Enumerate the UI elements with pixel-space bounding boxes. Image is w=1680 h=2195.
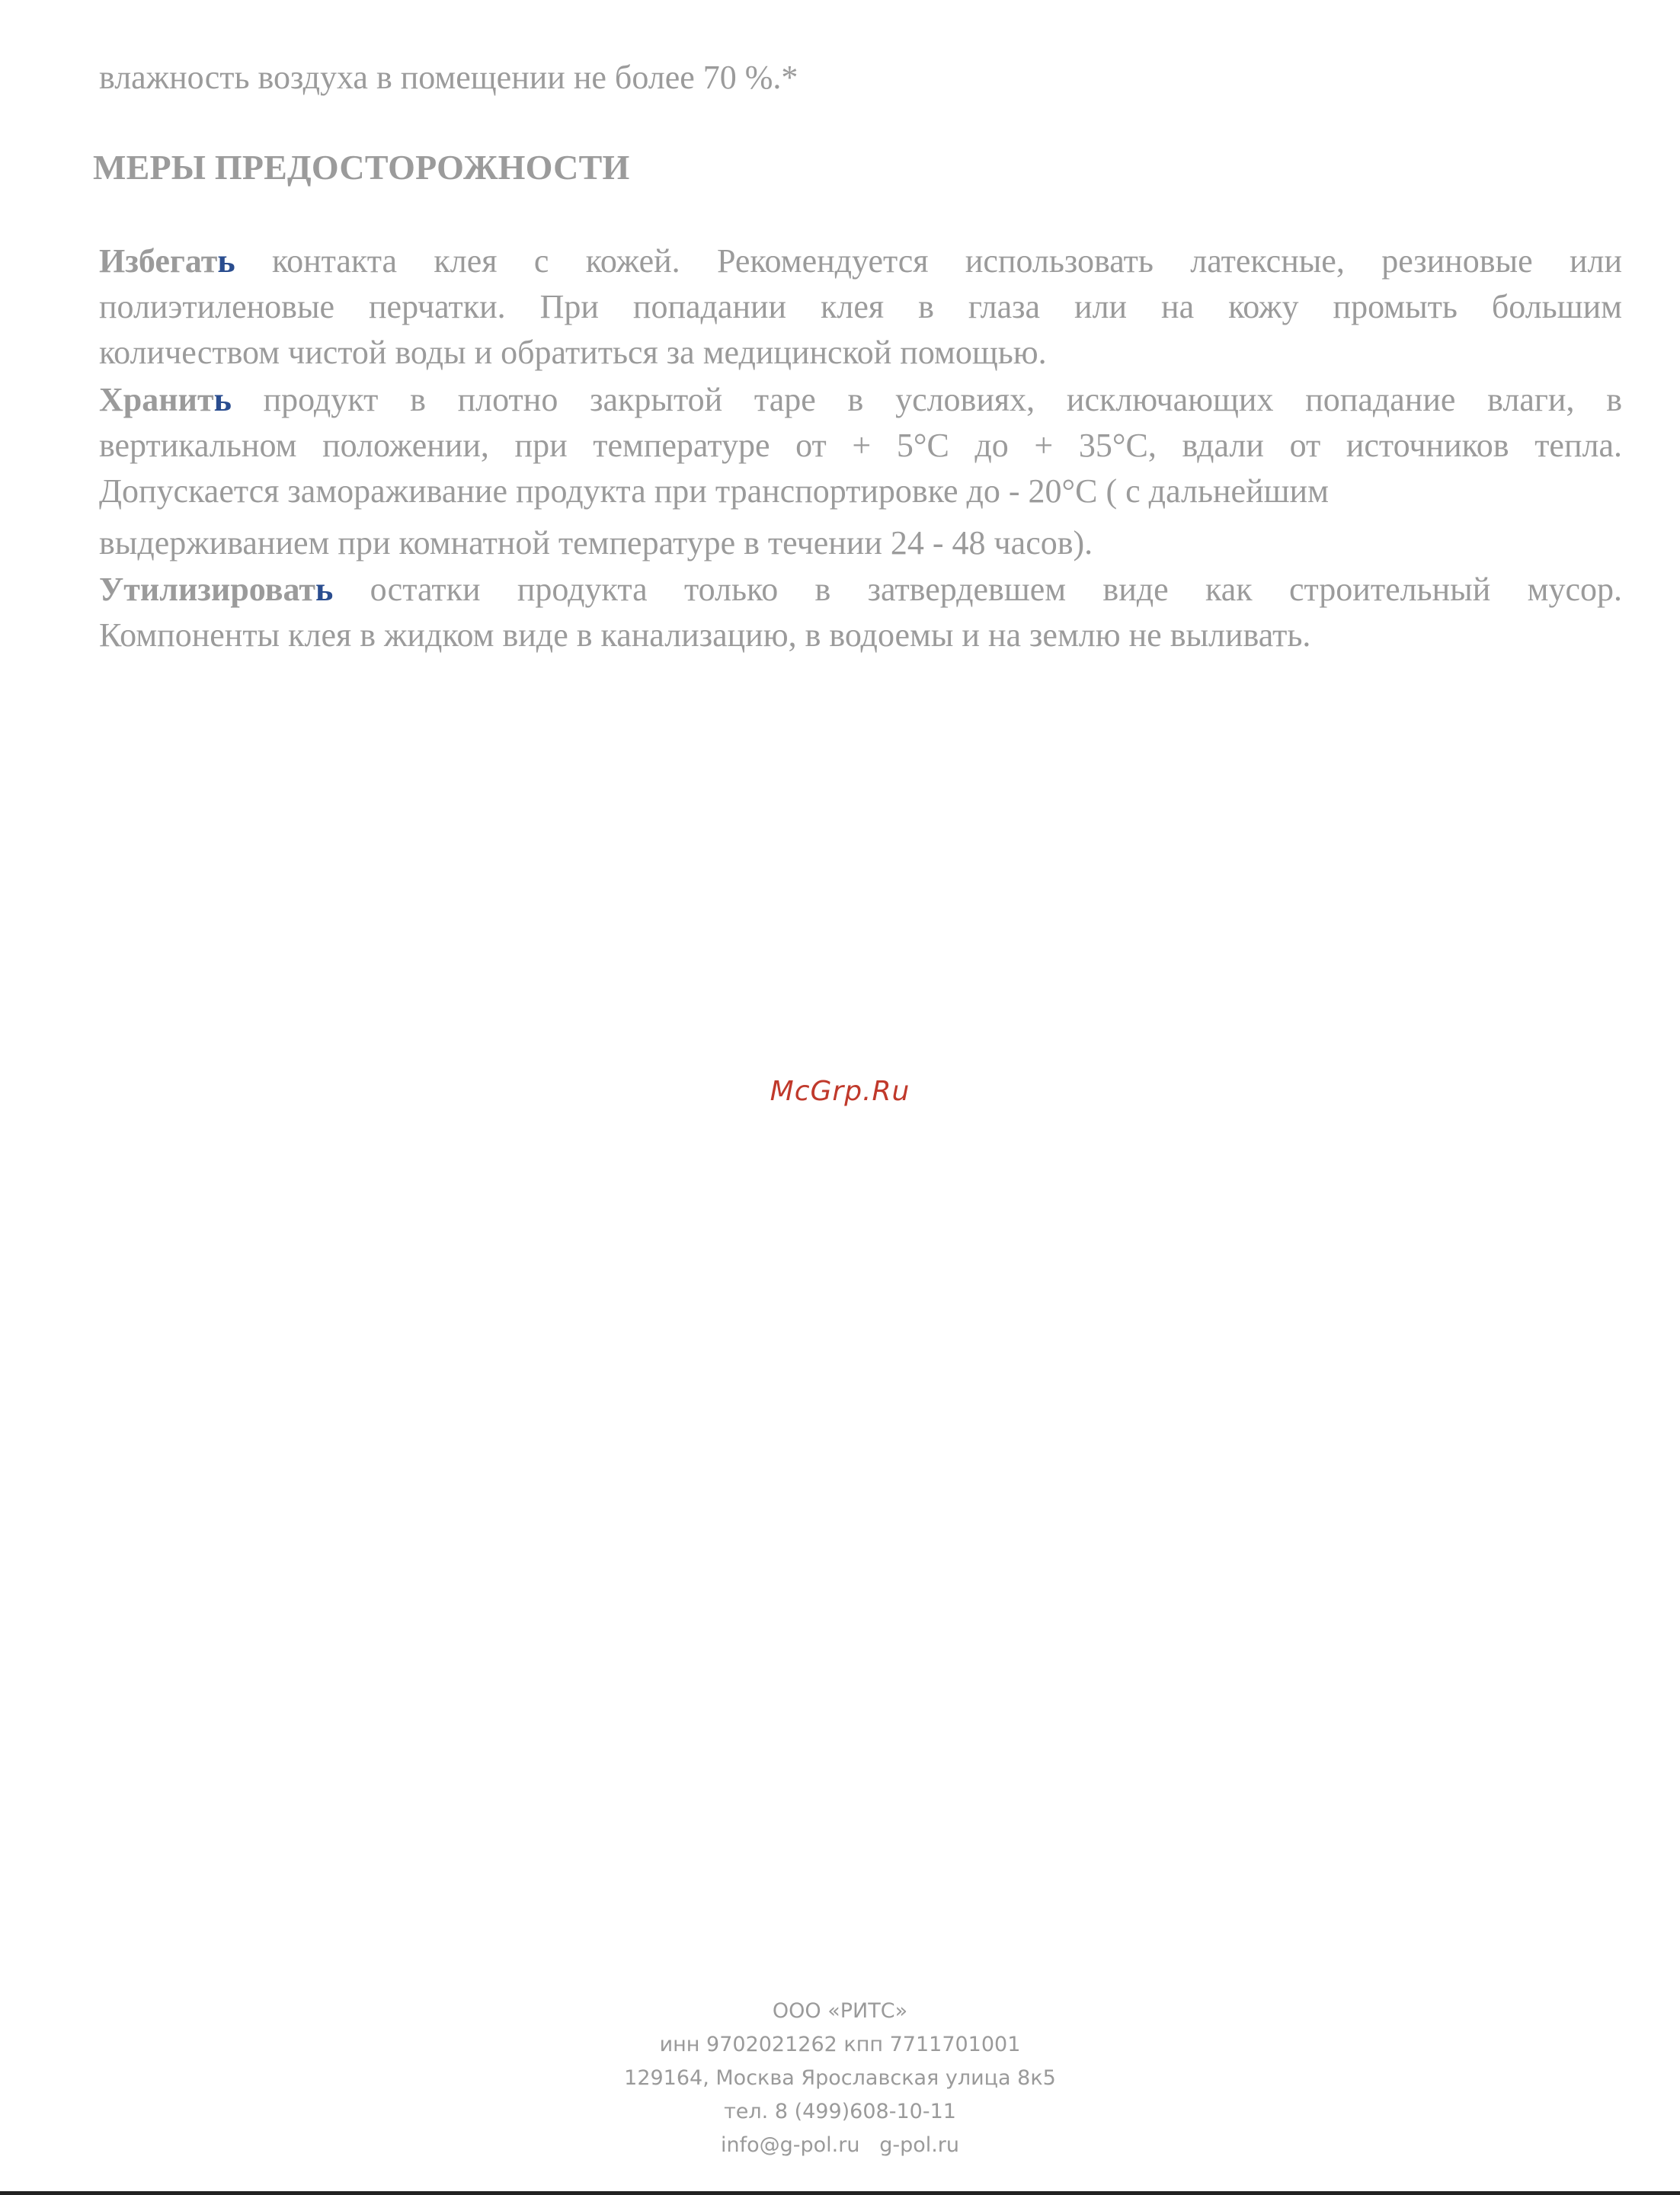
paragraph-store-text-1: продукт в плотно закрытой таре в условиях, исключающих попадание влаги, в: [231, 381, 1622, 418]
paragraph-avoid-line-3: количеством чистой воды и обратиться за медицинской помощью.: [99, 334, 1047, 371]
paragraph-dispose-text-1: остатки продукта только в затвердевшем виде как строительный мусор.: [333, 571, 1622, 608]
paragraph-avoid-line-2: полиэтиленовые перчатки. При попадании клея в глаза или на кожу промыть большим: [99, 288, 1622, 325]
company-footer: [0, 1995, 1680, 2162]
keyword-dispose-suffix: ь: [315, 571, 334, 608]
footer-tax-ids: инн 9702021262 кпп 7711701001: [659, 2033, 1021, 2056]
watermark-text: McGrp.Ru: [770, 1076, 910, 1107]
paragraph-avoid-text-1: контакта клея с кожей. Рекомендуется использовать латексные, резиновые или: [235, 242, 1622, 280]
paragraph-avoid: [99, 238, 1622, 376]
paragraph-avoid-line-1: [99, 238, 1622, 284]
keyword-store-suffix: ь: [213, 381, 232, 418]
footer-website[interactable]: g-pol.ru: [879, 2133, 960, 2157]
keyword-avoid: Избегат: [99, 242, 218, 280]
keyword-dispose: Утилизироват: [99, 571, 315, 608]
keyword-store: Хранит: [99, 381, 214, 418]
footer-company-name: ООО «РИТС»: [772, 1999, 908, 2023]
paragraph-store-line-4: выдерживанием при комнатной температуре в течении 24 - 48 часов).: [99, 524, 1093, 562]
paragraph-store-line-3: Допускается замораживание продукта при транспортировке до - 20°С ( с дальнейшим: [99, 472, 1329, 510]
footer-email[interactable]: info@g-pol.ru: [720, 2133, 860, 2157]
bottom-divider: [0, 2191, 1680, 2195]
paragraph-dispose: [99, 567, 1622, 658]
footer-contacts: [0, 2129, 1680, 2162]
paragraph-dispose-line-2: Компоненты клея в жидком виде в канализацию, в водоемы и на землю не выливать.: [99, 616, 1311, 654]
keyword-avoid-suffix: ь: [217, 242, 235, 280]
section-heading: МЕРЫ ПРЕДОСТОРОЖНОСТИ: [93, 148, 630, 187]
paragraph-store-line-1: [99, 377, 1622, 423]
paragraph-store-line-2: вертикальном положении, при температуре от + 5°С до + 35°С, вдали от источников тепла.: [99, 427, 1622, 464]
footer-phone: тел. 8 (499)608-10-11: [724, 2100, 956, 2123]
paragraph-store: [99, 377, 1622, 566]
footer-address: 129164, Москва Ярославская улица 8к5: [624, 2066, 1056, 2090]
paragraph-dispose-line-1: [99, 567, 1622, 613]
humidity-line: влажность воздуха в помещении не более 70 %.*: [99, 59, 798, 96]
